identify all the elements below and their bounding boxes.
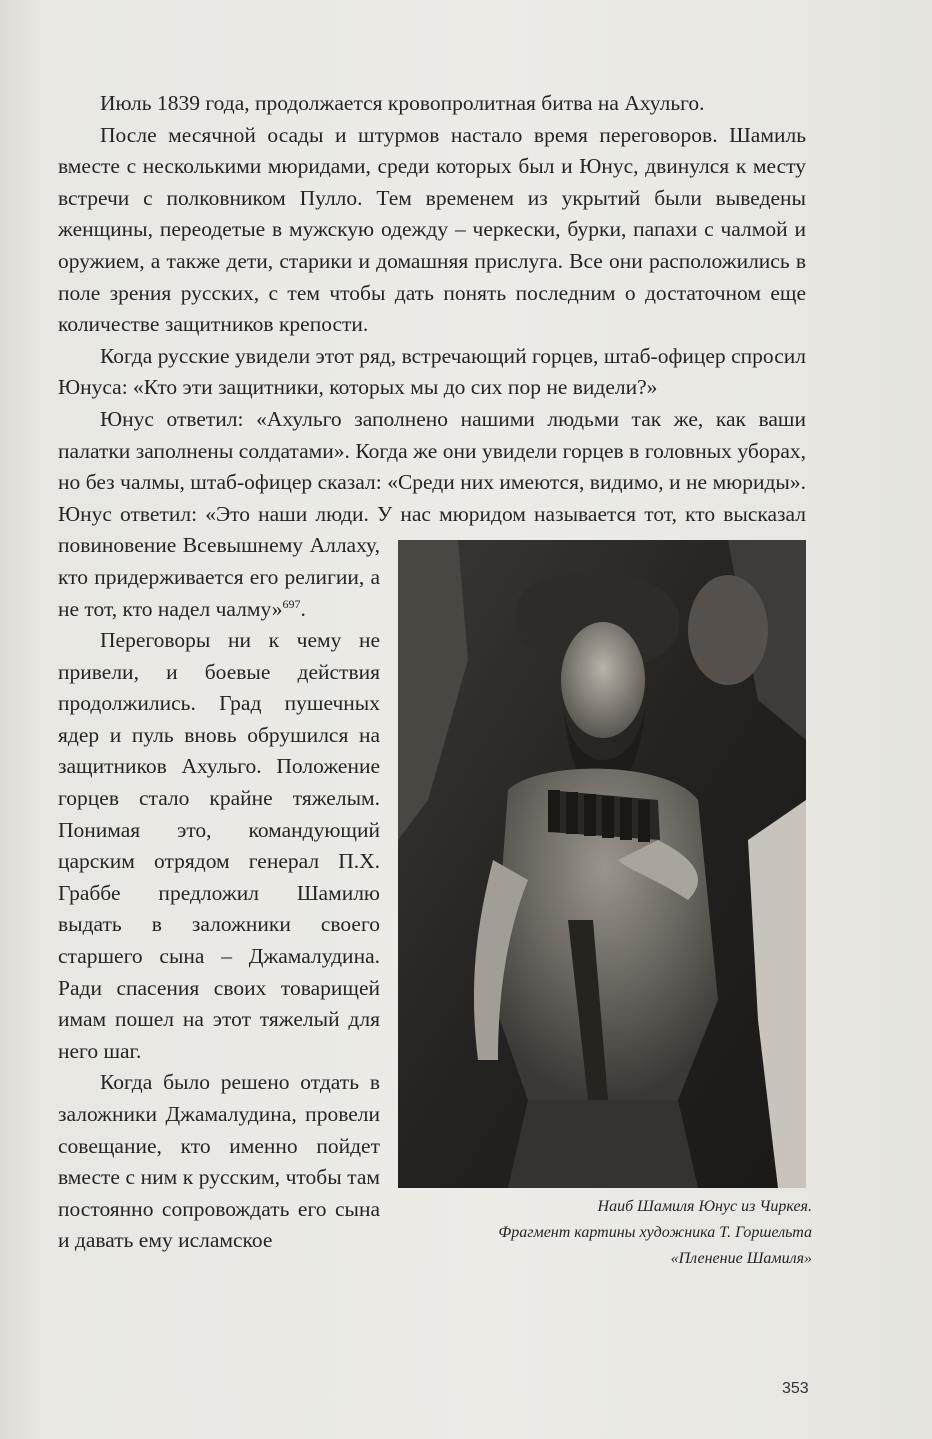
figure-caption — [398, 1194, 812, 1272]
paragraph-4-text-continued: Аллаху, кто придерживается его религии, а не тот, кто надел чалму» — [58, 533, 380, 621]
figure — [398, 540, 812, 1268]
paragraph-3: Когда русские увидели этот ряд, встречающий горцев, штаб-офицер спросил Юнуса: «Кто эти защитники, которых мы до сих пор не видели?» — [58, 343, 806, 400]
caption-line-1: Наиб Шамиля Юнус из Чиркея. — [597, 1198, 812, 1216]
footnote-mark: 697 — [282, 596, 301, 611]
caption-line-2: Фрагмент картины художника Т. Горшельта — [498, 1224, 812, 1242]
paragraph-4-text: Юнус ответил: «Ахульго заполнено нашими людьми так же, как ваши палатки заполнены солдатами». Когда же они увидели горцев в головных уборах, но без чалмы, штаб-офицер сказал: «Среди них имеются, видимо, и не мюриды». Юнус ответил: «Это наши люди. У нас мюридом называется тот, кто высказал повиновение Всевышнему — [58, 406, 806, 558]
paragraph-1: Июль 1839 года, продолжается кровопролитная битва на Ахульго. — [100, 91, 705, 115]
paragraph-2: После месячной осады и штурмов настало время переговоров. Шамиль вместе с несколькими мюридами, среди которых был и Юнус, двинулся к месту встречи с полковником Пулло. Тем временем из укрытий были выведены женщины, переодетые в мужскую одежду – черкески, бурки, папахи с чалмой и оружием, а также дети, старики и домашняя прислуга. Все они расположились в поле зрения русских, с тем чтобы дать понять последним о достаточном еще количестве защитников крепости. — [58, 122, 806, 337]
paragraph-6: Когда было решено отдать в заложники Джамалудина, провели совещание, кто именно пойдет вместе с ним к русским, чтобы там постоянно сопровождать его сына и давать ему исламское — [58, 1070, 380, 1253]
painting-image — [398, 540, 806, 1188]
page-number: 353 — [782, 1380, 809, 1397]
caption-line-3: «Пленение Шамиля» — [670, 1250, 812, 1268]
main-text — [58, 88, 812, 1268]
paragraph-4-end: . — [300, 596, 306, 621]
paragraph-5: Переговоры ни к чему не привели, и боевые действия продолжились. Град пушечных ядер и пуль вновь обрушился на защитников Ахульго. Положение горцев стало крайне тяжелым. Понимая это, командующий царским отрядом генерал П.Х. Граббе предложил Шамилю выдать в заложники своего старшего сына – Джамалудина. Ради спасения своих товарищей имам пошел на этот тяжелый для него шаг. — [58, 628, 380, 1063]
